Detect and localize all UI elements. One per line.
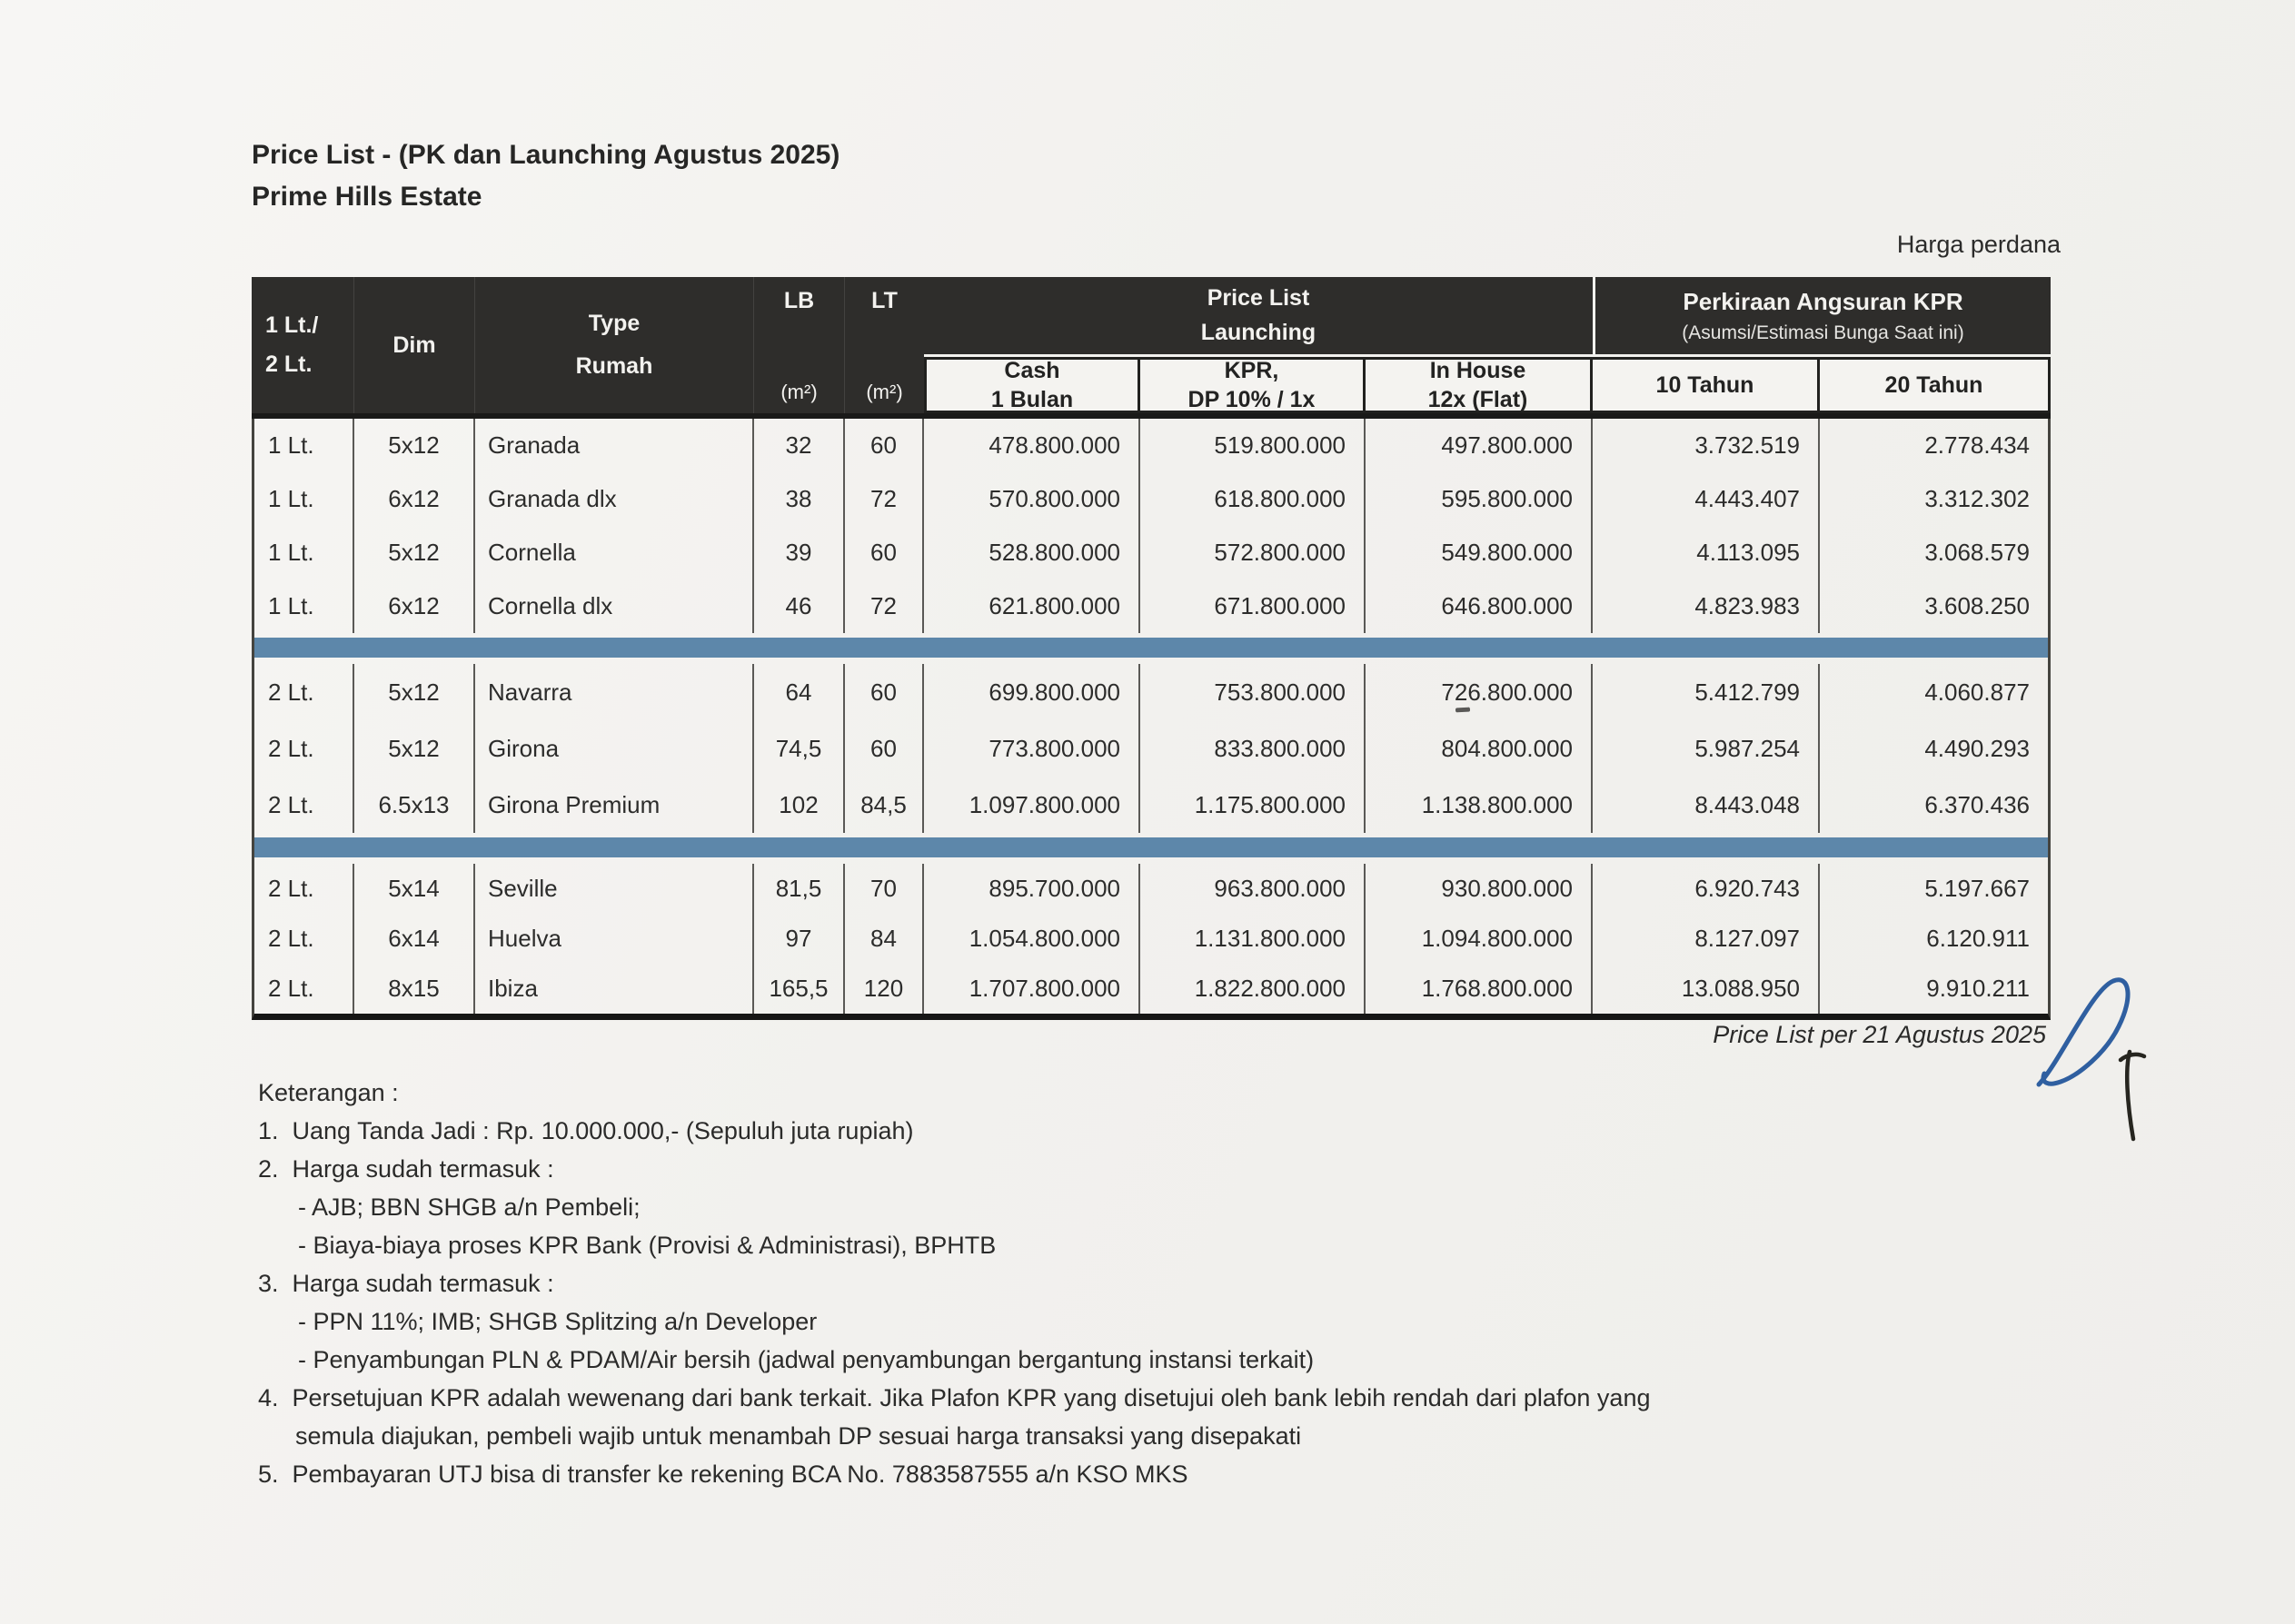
cell-cash: 528.800.000 (924, 526, 1140, 579)
cell-inhouse: 726.800.000 (1366, 664, 1593, 720)
note-item: 2. Harga sudah termasuk : (258, 1155, 554, 1183)
cell-cash: 699.800.000 (924, 664, 1140, 720)
cell-cash: 773.800.000 (924, 720, 1140, 777)
cell-inhouse: 595.800.000 (1366, 472, 1593, 526)
cell-kpr-dp: 519.800.000 (1140, 419, 1366, 472)
document-title-block (252, 134, 840, 218)
header-inhouse-column (1366, 357, 1593, 413)
cell-20tahun: 3.608.250 (1924, 592, 2030, 619)
cell-inhouse: 497.800.000 (1366, 419, 1593, 472)
cell-floor: 1 Lt. (254, 472, 354, 526)
header-kpr-title: Perkiraan Angsuran KPR (1683, 287, 1963, 315)
cell-cash: 1.707.800.000 (924, 964, 1140, 1014)
cell-lt: 60 (845, 419, 924, 472)
header-dim-label: Dim (392, 332, 436, 358)
cell-type: Girona (475, 720, 754, 777)
document-title: Price List - (PK dan Launching Agustus 2025) (252, 140, 840, 170)
cell-type: Navarra (475, 664, 754, 720)
harga-perdana-note: Harga perdana (1896, 231, 2061, 258)
note-item: 4. Persetujuan KPR adalah wewenang dari bank terkait. Jika Plafon KPR yang disetujui oleh bank lebih rendah dari plafon yang (258, 1384, 1651, 1411)
header-group-pricelist (924, 277, 1593, 354)
cell-kpr-dp: 833.800.000 (1140, 720, 1366, 777)
cell-kpr-dp: 572.800.000 (1140, 526, 1366, 579)
header-floor-line1: 1 Lt./ (265, 312, 319, 338)
cell-inhouse: 646.800.000 (1366, 579, 1593, 633)
header-kpr-subtitle: (Asumsi/Estimasi Bunga Saat ini) (1682, 322, 1964, 343)
table-group-1lt (254, 419, 2048, 633)
cell-lb: 102 (754, 777, 845, 833)
header-kprdp-line1: KPR, (1224, 358, 1279, 383)
header-lt-unit: (m²) (866, 381, 903, 403)
note-item-continuation: semula diajukan, pembeli wajib untuk menambah DP sesuai harga transaksi yang disepakati (295, 1422, 1302, 1450)
cell-cash: 570.800.000 (924, 472, 1140, 526)
header-kprdp-column (1140, 357, 1366, 413)
cell-lt: 60 (845, 664, 924, 720)
cell-dim: 5x12 (354, 664, 475, 720)
cell-lb: 64 (754, 664, 845, 720)
cell-10tahun: 4.823.983 (1593, 579, 1820, 633)
keterangan-heading: Keterangan : (258, 1079, 399, 1106)
table-group-2lt-b (254, 864, 2048, 1014)
table-header (252, 277, 2051, 419)
header-kprdp-line2: DP 10% / 1x (1187, 387, 1316, 412)
cell-lb: 74,5 (754, 720, 845, 777)
cell-10tahun: 13.088.950 (1593, 964, 1820, 1014)
cell-dim: 6x12 (354, 579, 475, 633)
cell-inhouse: 1.768.800.000 (1366, 964, 1593, 1014)
header-cash-column (924, 357, 1140, 413)
cell-type: Granada (475, 419, 754, 472)
cell-floor: 2 Lt. (254, 720, 354, 777)
cell-type: Girona Premium (475, 777, 754, 833)
note-item: 5. Pembayaran UTJ bisa di transfer ke rekening BCA No. 7883587555 a/n KSO MKS (258, 1461, 1188, 1488)
handwritten-blue-loop (2039, 980, 2128, 1084)
cell-10tahun: 6.920.743 (1593, 864, 1820, 914)
cell-lt: 60 (845, 526, 924, 579)
header-cash-line1: Cash (1004, 358, 1060, 383)
cell-type: Cornella dlx (475, 579, 754, 633)
cell-lb: 165,5 (754, 964, 845, 1014)
header-dim-column (354, 277, 475, 413)
cell-20tahun: 5.197.667 (1924, 875, 2030, 902)
cell-dim: 5x14 (354, 864, 475, 914)
note-subitem: - AJB; BBN SHGB a/n Pembeli; (298, 1193, 641, 1221)
header-cash-line2: 1 Bulan (990, 387, 1074, 412)
cell-lb: 38 (754, 472, 845, 526)
cell-20tahun: 6.120.911 (1926, 925, 2030, 952)
keterangan-section (258, 1074, 1650, 1493)
cell-cash: 895.700.000 (924, 864, 1140, 914)
cell-dim: 6x14 (354, 914, 475, 964)
cell-10tahun: 8.443.048 (1593, 777, 1820, 833)
note-subitem: - Penyambungan PLN & PDAM/Air bersih (jadwal penyambungan bergantung instansi terkait) (298, 1346, 1315, 1373)
cell-type: Huelva (475, 914, 754, 964)
cell-kpr-dp: 671.800.000 (1140, 579, 1366, 633)
cell-inhouse: 1.094.800.000 (1366, 914, 1593, 964)
cell-dim: 5x12 (354, 526, 475, 579)
cell-dim: 6x12 (354, 472, 475, 526)
cell-lt: 70 (845, 864, 924, 914)
cell-cash: 1.054.800.000 (924, 914, 1140, 964)
cell-floor: 2 Lt. (254, 664, 354, 720)
header-type-column (475, 277, 754, 413)
cell-lb: 81,5 (754, 864, 845, 914)
cell-kpr-dp: 1.131.800.000 (1140, 914, 1366, 964)
cell-floor: 2 Lt. (254, 777, 354, 833)
cell-cash: 478.800.000 (924, 419, 1140, 472)
cell-lt: 60 (845, 720, 924, 777)
cell-inhouse: 1.138.800.000 (1366, 777, 1593, 833)
cell-20tahun: 3.312.302 (1924, 485, 2030, 512)
cell-lt: 120 (845, 964, 924, 1014)
cell-lt: 84 (845, 914, 924, 964)
cell-lb: 97 (754, 914, 845, 964)
header-type-line2: Rumah (575, 353, 653, 379)
cell-10tahun: 5.412.799 (1593, 664, 1820, 720)
cell-10tahun: 4.113.095 (1593, 526, 1820, 579)
cell-10tahun: 8.127.097 (1593, 914, 1820, 964)
cell-type: Granada dlx (475, 472, 754, 526)
cell-inhouse: 930.800.000 (1366, 864, 1593, 914)
cell-type: Seville (475, 864, 754, 914)
cell-20tahun: 9.910.211 (1926, 975, 2030, 1002)
header-10tahun-column (1593, 357, 1820, 413)
cell-lt: 72 (845, 579, 924, 633)
header-lb-column (754, 277, 845, 413)
cell-lb: 46 (754, 579, 845, 633)
cell-kpr-dp: 1.822.800.000 (1140, 964, 1366, 1014)
cell-dim: 8x15 (354, 964, 475, 1014)
cell-type: Ibiza (475, 964, 754, 1014)
header-lb-label: LB (783, 288, 815, 313)
cell-10tahun: 4.443.407 (1593, 472, 1820, 526)
cell-floor: 1 Lt. (254, 579, 354, 633)
note-subitem: - PPN 11%; IMB; SHGB Splitzing a/n Developer (298, 1308, 818, 1335)
header-inhouse-line2: 12x (Flat) (1427, 387, 1528, 412)
header-floor-column (252, 277, 354, 413)
cell-kpr-dp: 753.800.000 (1140, 664, 1366, 720)
cell-dim: 5x12 (354, 720, 475, 777)
cell-floor: 1 Lt. (254, 419, 354, 472)
handwritten-marks (2035, 974, 2162, 1164)
cell-kpr-dp: 618.800.000 (1140, 472, 1366, 526)
cell-lt: 84,5 (845, 777, 924, 833)
table-group-2lt-a (254, 664, 2048, 833)
cell-lb: 39 (754, 526, 845, 579)
cell-20tahun: 6.370.436 (1924, 790, 2030, 818)
cell-lb: 32 (754, 419, 845, 472)
cell-cash: 1.097.800.000 (924, 777, 1140, 833)
cell-10tahun: 3.732.519 (1593, 419, 1820, 472)
header-20tahun-column (1820, 357, 2051, 413)
header-10tahun-label: 10 Tahun (1655, 372, 1754, 398)
cell-20tahun: 4.060.877 (1924, 678, 2030, 706)
group-separator-bar (254, 837, 2048, 857)
cell-kpr-dp: 1.175.800.000 (1140, 777, 1366, 833)
cell-kpr-dp: 963.800.000 (1140, 864, 1366, 914)
cell-20tahun: 3.068.579 (1924, 539, 2030, 566)
cell-floor: 2 Lt. (254, 864, 354, 914)
header-lt-column (845, 277, 924, 413)
header-group-kpr (1593, 277, 2051, 354)
cell-lt: 72 (845, 472, 924, 526)
handwritten-black-stroke (2121, 1052, 2144, 1139)
note-item: 3. Harga sudah termasuk : (258, 1270, 554, 1297)
cell-20tahun: 2.778.434 (1924, 431, 2030, 459)
price-list-date-note: Price List per 21 Agustus 2025 (1713, 1021, 2046, 1048)
header-pricelist-line1: Price List (1207, 285, 1310, 311)
cell-cash: 621.800.000 (924, 579, 1140, 633)
header-20tahun-label: 20 Tahun (1884, 372, 1983, 398)
cell-floor: 2 Lt. (254, 964, 354, 1014)
header-lb-unit: (m²) (780, 381, 818, 403)
note-subitem: - Biaya-biaya proses KPR Bank (Provisi & Administrasi), BPHTB (298, 1232, 997, 1259)
cell-floor: 2 Lt. (254, 914, 354, 964)
cell-10tahun: 5.987.254 (1593, 720, 1820, 777)
header-floor-line2: 2 Lt. (265, 352, 313, 377)
header-pricelist-line2: Launching (1200, 320, 1316, 345)
project-name: Prime Hills Estate (252, 182, 482, 212)
table-body (252, 419, 2051, 1020)
cell-type: Cornella (475, 526, 754, 579)
cell-20tahun: 4.490.293 (1924, 734, 2030, 762)
cell-inhouse: 549.800.000 (1366, 526, 1593, 579)
pen-mark-artifact (1455, 708, 1470, 713)
cell-dim: 6.5x13 (354, 777, 475, 833)
header-inhouse-line1: In House (1429, 358, 1526, 383)
cell-floor: 1 Lt. (254, 526, 354, 579)
header-type-line1: Type (588, 311, 641, 336)
cell-dim: 5x12 (354, 419, 475, 472)
price-table (252, 277, 2051, 1020)
cell-inhouse: 804.800.000 (1366, 720, 1593, 777)
note-item: 1. Uang Tanda Jadi : Rp. 10.000.000,- (Sepuluh juta rupiah) (258, 1117, 914, 1144)
header-lt-label: LT (871, 288, 898, 313)
group-separator-bar (254, 638, 2048, 658)
